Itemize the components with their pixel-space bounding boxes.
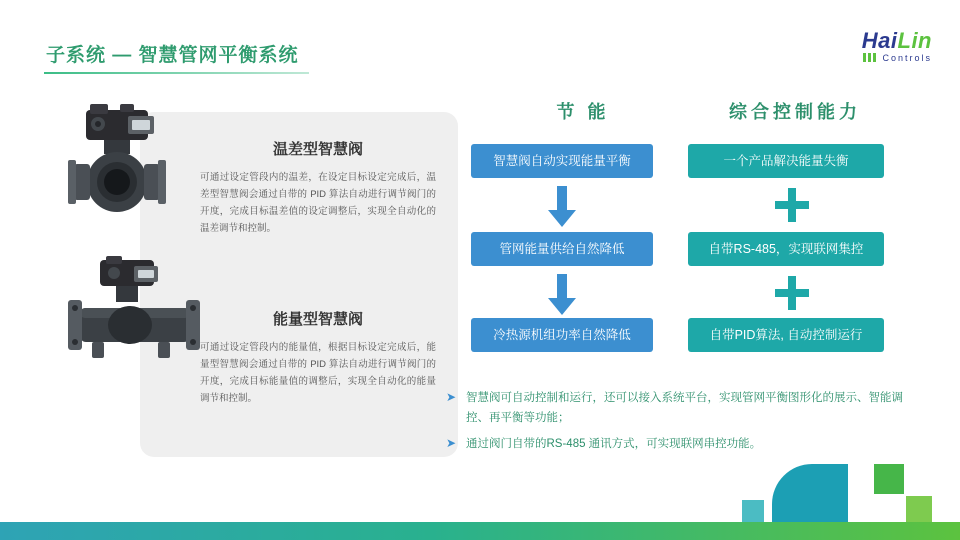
brand-logo	[812, 30, 932, 74]
arrow-down-icon	[547, 274, 577, 316]
plus-icon	[775, 188, 809, 228]
valve-block-energy	[200, 308, 436, 407]
plus-icon	[775, 276, 809, 316]
arrow-down-icon	[547, 186, 577, 228]
flow-step-a3: 冷热源机组功率自然降低	[471, 318, 653, 352]
logo-wordmark	[812, 30, 932, 52]
logo-name-green: Lin	[897, 28, 932, 53]
logo-bars-icon	[863, 53, 878, 64]
bullet-list	[446, 388, 916, 460]
flow-step-b2: 自带RS-485，实现联网集控	[688, 232, 884, 266]
column-heading-energy-saving: 节 能	[556, 102, 610, 122]
temperature-difference-smart-valve-photo	[68, 104, 216, 224]
valve-text-energy: 可通过设定管段内的能量值，根据目标设定完成后，能量型智慧阀会通过自带的 PID 算法自动进行调节阀门的开度，完成目标能量值的调整后，实现全自动化的能量调节和控制。	[200, 342, 436, 404]
page-title: 子系统 — 智慧管网平衡系统	[46, 45, 299, 66]
decor-green-square	[874, 464, 904, 494]
valve-title-energy: 能量型智慧阀	[272, 311, 363, 328]
valve-illustration-icon	[60, 256, 208, 376]
bullet-text-1: 智慧阀可自动控制和运行，还可以接入系统平台，实现管网平衡图形化的展示、智能调控、再平衡等功能；	[466, 392, 903, 424]
logo-name-blue: Hai	[861, 28, 898, 53]
flow-step-b1: 一个产品解决能量失衡	[688, 144, 884, 178]
decor-teal-small-square	[742, 500, 764, 522]
flow-step-b3: 自带PID算法, 自动控制运行	[688, 318, 884, 352]
energy-type-smart-valve-photo	[60, 256, 208, 376]
title-underline	[44, 72, 309, 74]
list-item	[446, 388, 916, 428]
valve-illustration-icon	[68, 104, 216, 224]
column-heading-control-capability: 综合控制能力	[729, 102, 861, 122]
valve-text-temperature: 可通过设定管段内的温差，在设定目标设定完成后，温差型智慧阀会通过自带的 PID 算法自动进行调节阀门的开度，完成目标温差值的设定调整后，实现全自动化的温差调节和控制。	[200, 172, 436, 234]
list-item	[446, 434, 916, 454]
flow-step-a2: 管网能量供给自然降低	[471, 232, 653, 266]
logo-subtitle	[812, 53, 932, 64]
chevron-right-icon: ➤	[446, 390, 457, 404]
decor-teal-shape	[772, 464, 848, 522]
valve-block-temperature	[200, 138, 436, 237]
decor-green-small-square	[906, 496, 932, 522]
chevron-right-icon: ➤	[446, 436, 457, 450]
flow-step-a1: 智慧阀自动实现能量平衡	[471, 144, 653, 178]
valve-title-temperature: 温差型智慧阀	[272, 141, 363, 158]
bullet-text-2: 通过阀门自带的RS-485 通讯方式，可实现联网串控功能。	[466, 438, 762, 450]
logo-subtitle-text: Controls	[882, 53, 932, 63]
bottom-gradient-bar	[0, 522, 960, 540]
